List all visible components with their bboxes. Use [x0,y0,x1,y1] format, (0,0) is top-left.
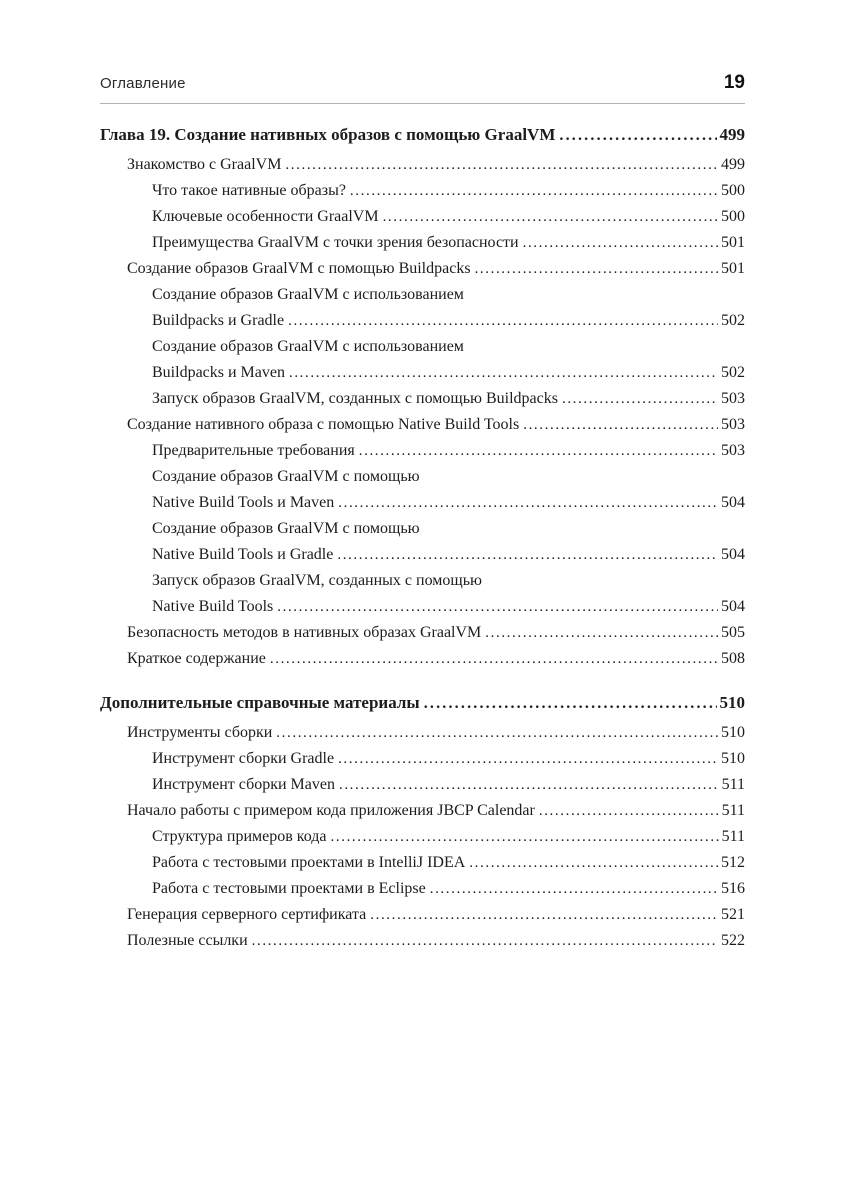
dot-leader [339,772,719,798]
toc-entry [127,620,745,646]
dot-leader [424,689,717,717]
toc-entry-text: Глава 19. Создание нативных образов с помощью GraalVM [100,125,556,144]
dot-leader [338,746,718,772]
toc-entry [152,772,745,798]
dot-leader [350,178,718,204]
toc-entry-line [127,798,745,824]
dot-leader [370,902,718,928]
toc-entry-line [127,646,745,672]
toc-page-number: 512 [721,854,745,871]
toc-entry-line [127,928,745,954]
toc-page-number: 511 [721,802,745,819]
toc-list [100,121,745,954]
dot-leader [359,438,718,464]
toc-entry-text: Работа с тестовыми проектами в Eclipse [152,880,426,897]
toc-entry-text: Buildpacks и Gradle [152,312,285,329]
toc-entry-line [127,720,745,746]
toc-entry-text: Преимущества GraalVM с точки зрения безопасности [152,234,519,251]
toc-entry-text: Инструмент сборки Gradle [152,750,335,767]
toc-page-number: 501 [721,260,745,277]
toc-page-number: 499 [719,125,745,144]
running-header-title: Оглавление [100,75,186,92]
dot-leader [288,308,718,334]
toc-entry-line [152,824,745,850]
toc-entry [152,568,745,620]
toc-entry [127,412,745,438]
dot-leader [252,928,718,954]
toc-entry [152,230,745,256]
toc-entry-line [152,568,745,594]
toc-entry-text: Предварительные требования [152,442,355,459]
toc-entry-text: Начало работы с примером кода приложения JBCP Calendar [127,802,535,819]
toc-page-number: 510 [721,750,745,767]
toc-entry [127,798,745,824]
toc-entry-text: Native Build Tools и Gradle [152,546,334,563]
toc-entry-line [127,412,745,438]
toc-page-number: 499 [721,156,745,173]
toc-entry-line [127,152,745,178]
toc-entry-text: Создание нативного образа с помощью Native Build Tools [127,416,520,433]
toc-page-number: 521 [721,906,745,923]
toc-entry-line [152,772,745,798]
dot-leader [430,876,718,902]
toc-entry [152,516,745,568]
dot-leader [285,152,718,178]
toc-entry [152,438,745,464]
toc-entry-line [152,204,745,230]
toc-entry [152,204,745,230]
toc-entry [100,121,745,149]
page-number: 19 [723,72,745,93]
toc-entry [152,282,745,334]
toc-entry-text: Создание образов GraalVM с использованием [152,338,464,355]
dot-leader [539,798,719,824]
toc-entry-line [127,620,745,646]
toc-page-number: 503 [721,390,745,407]
toc-entry-text: Знакомство с GraalVM [127,156,282,173]
toc-entry [127,646,745,672]
toc-entry-line [152,594,745,620]
toc-entry [127,928,745,954]
toc-page-number: 511 [721,776,745,793]
toc-entry-text: Инструменты сборки [127,724,273,741]
toc-entry [127,720,745,746]
toc-page-number: 504 [721,598,745,615]
toc-page-number: 504 [721,546,745,563]
toc-page-number: 508 [721,650,745,667]
toc-entry [152,746,745,772]
toc-entry-text: Работа с тестовыми проектами в IntelliJ IDEA [152,854,466,871]
toc-page-number: 516 [721,880,745,897]
toc-page-number: 500 [721,182,745,199]
toc-entry-text: Генерация серверного сертификата [127,906,367,923]
dot-leader [289,360,718,386]
toc-entry-line [152,464,745,490]
dot-leader [277,594,718,620]
toc-entry [152,334,745,386]
dot-leader [475,256,718,282]
toc-page-number: 503 [721,442,745,459]
toc-entry-line [127,902,745,928]
toc-page-number: 511 [721,828,745,845]
toc-entry-line [100,689,745,717]
toc-entry-text: Создание образов GraalVM с помощью [152,520,420,537]
toc-entry-text: Что такое нативные образы? [152,182,346,199]
toc-entry-line [152,334,745,360]
toc-entry-line [152,746,745,772]
toc-entry-text: Полезные ссылки [127,932,248,949]
toc-entry-text: Структура примеров кода [152,828,327,845]
toc-page-number: 510 [719,693,745,712]
toc-entry-line [152,308,745,334]
toc-page-number: 505 [721,624,745,641]
toc-entry-line [152,490,745,516]
toc-entry [152,178,745,204]
toc-page-number: 500 [721,208,745,225]
toc-entry-line [152,230,745,256]
dot-leader [469,850,718,876]
toc-page-number: 502 [721,364,745,381]
dot-leader [337,542,718,568]
dot-leader [331,824,719,850]
toc-entry-text: Безопасность методов в нативных образах GraalVM [127,624,482,641]
dot-leader [383,204,718,230]
toc-entry-text: Buildpacks и Maven [152,364,285,381]
toc-entry [100,689,745,717]
toc-page-number: 502 [721,312,745,329]
toc-entry-text: Создание образов GraalVM с использованием [152,286,464,303]
toc-entry-line [100,121,745,149]
dot-leader [338,490,718,516]
toc-entry-line [152,178,745,204]
dot-leader [270,646,718,672]
toc-entry-text: Native Build Tools и Maven [152,494,335,511]
toc-entry-line [152,850,745,876]
toc-entry-text: Создание образов GraalVM с помощью Buildpacks [127,260,471,277]
toc-page-number: 522 [721,932,745,949]
toc-entry-text: Запуск образов GraalVM, созданных с помощью Buildpacks [152,390,558,407]
dot-leader [276,720,718,746]
toc-entry [152,824,745,850]
toc-entry-text: Инструмент сборки Maven [152,776,335,793]
toc-entry-text: Создание образов GraalVM с помощью [152,468,420,485]
dot-leader [559,121,716,149]
toc-entry-line [152,360,745,386]
toc-entry-line [152,542,745,568]
page-header [100,72,745,104]
dot-leader [523,230,718,256]
toc-entry [127,256,745,282]
toc-entry [152,386,745,412]
dot-leader [562,386,718,412]
toc-entry-text: Краткое содержание [127,650,266,667]
toc-entry-line [127,256,745,282]
toc-entry-line [152,516,745,542]
toc-entry [127,902,745,928]
toc-entry-text: Дополнительные справочные материалы [100,693,420,712]
toc-page-number: 510 [721,724,745,741]
toc-entry [152,850,745,876]
toc-entry-line [152,386,745,412]
toc-page-number: 504 [721,494,745,511]
toc-page-number: 501 [721,234,745,251]
toc-entry [127,152,745,178]
toc-entry-line [152,282,745,308]
dot-leader [523,412,718,438]
toc-entry-line [152,876,745,902]
toc-entry-text: Запуск образов GraalVM, созданных с помощью [152,572,482,589]
toc-page-number: 503 [721,416,745,433]
toc-entry [152,464,745,516]
dot-leader [485,620,718,646]
toc-entry [152,876,745,902]
toc-entry-text: Native Build Tools [152,598,274,615]
toc-entry-text: Ключевые особенности GraalVM [152,208,379,225]
toc-entry-line [152,438,745,464]
